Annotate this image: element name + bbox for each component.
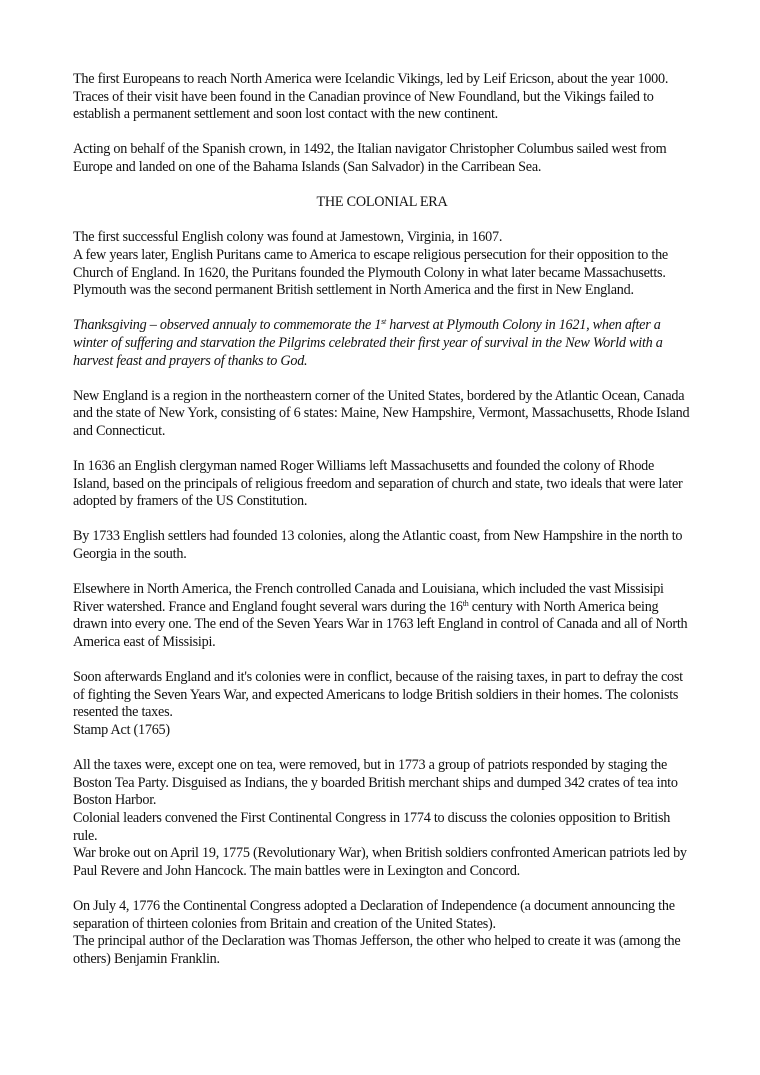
paragraph-continental-congress: Colonial leaders convened the First Continental Congress in 1774 to discuss the colonies opposition to British rule.: [73, 809, 671, 844]
section-heading: THE COLONIAL ERA: [316, 194, 448, 211]
paragraph-columbus: Acting on behalf of the Spanish crown, in 1492, the Italian navigator Christopher Columbus sailed west from Europe and landed on one of the Bahama Islands (San Salvador) in the Carribean Sea.: [73, 141, 667, 175]
thanksgiving-text-a: Thanksgiving – observed annualy to commemorate the 1: [73, 317, 382, 334]
paragraph-war: War broke out on April 19, 1775 (Revolutionary War), when British soldiers confronted American patriots led by Paul Revere and John Hancock. The main battles were in Lexington and Concord.: [73, 845, 687, 879]
thanksgiving-superscript: st: [381, 317, 386, 327]
paragraph-taxes: Soon afterwards England and it's colonies were in conflict, because of the raising taxes, in part to defray the cost of fighting the Seven Years War, and expected Americans to lodge British soldiers in their homes. The colonists resented the taxes.: [73, 669, 683, 721]
paragraph-jefferson: The principal author of the Declaration was Thomas Jefferson, the other who helped to create it was (among the others) Benjamin Franklin.: [73, 933, 681, 967]
french-superscript: th: [462, 598, 469, 608]
paragraph-declaration: On July 4, 1776 the Continental Congress adopted a Declaration of Independence (a document announcing the separation of thirteen colonies from Britain and creation of the United States).: [73, 897, 675, 932]
paragraph-french: [73, 581, 691, 651]
paragraph-jamestown: The first successful English colony was found at Jamestown, Virginia, in 1607.: [73, 229, 503, 246]
paragraph-new-england: New England is a region in the northeastern corner of the United States, bordered by the Atlantic Ocean, Canada and the state of New York, consisting of 6 states: Maine, New Hampshire, Vermont, Massachusetts, Rhode Island and Connecticut.: [73, 387, 690, 439]
paragraph-puritans: A few years later, English Puritans came to America to escape religious persecution for their opposition to the Church of England. In 1620, the Puritans founded the Plymouth Colony in what later became Massachusetts. Plymouth was the second permanent British settlement in North America and the first in New England.: [73, 246, 668, 299]
paragraph-rhode-island: In 1636 an English clergyman named Roger Williams left Massachusetts and founded the colony of Rhode Island, based on the principals of religious freedom and separation of church and state, two ideals that were later adopted by framers of the US Constitution.: [73, 458, 683, 510]
paragraph-thirteen-colonies: By 1733 English settlers had founded 13 colonies, along the Atlantic coast, from New Hampshire in the north to Georgia in the south.: [73, 528, 683, 563]
paragraph-thanksgiving: [73, 317, 691, 370]
paragraph-tea-party: All the taxes were, except one on tea, were removed, but in 1773 a group of patriots responded by staging the Boston Tea Party. Disguised as Indians, the y boarded British merchant ships and dumped 342 crates of tea into Boston Harbor.: [73, 757, 678, 809]
french-text-a: Elsewhere in North America, the French controlled Canada and Louisiana, which included the vast Missisipi River watershed. France and England fought several wars during the 16: [73, 581, 664, 615]
thanksgiving-text-b: harvest at Plymouth Colony in 1621, when after a winter of suffering and starvation the Pilgrims celebrated their first year of survival in the New World with a harvest feast and prayers of thanks to God.: [73, 317, 663, 369]
paragraph-vikings: The first Europeans to reach North America were Icelandic Vikings, led by Leif Ericson, about the year 1000. Traces of their visit have been found in the Canadian province of New Foundland, but the Vikings failed to establish a permanent settlement and soon lost contact with the new continent.: [73, 71, 669, 123]
document-page: [73, 71, 691, 968]
paragraph-stamp-act: Stamp Act (1765): [73, 721, 170, 738]
french-text-b: century with North America being drawn into every one. The end of the Seven Years War in 1763 left England in control of Canada and all of North America east of Missisipi.: [73, 598, 688, 650]
